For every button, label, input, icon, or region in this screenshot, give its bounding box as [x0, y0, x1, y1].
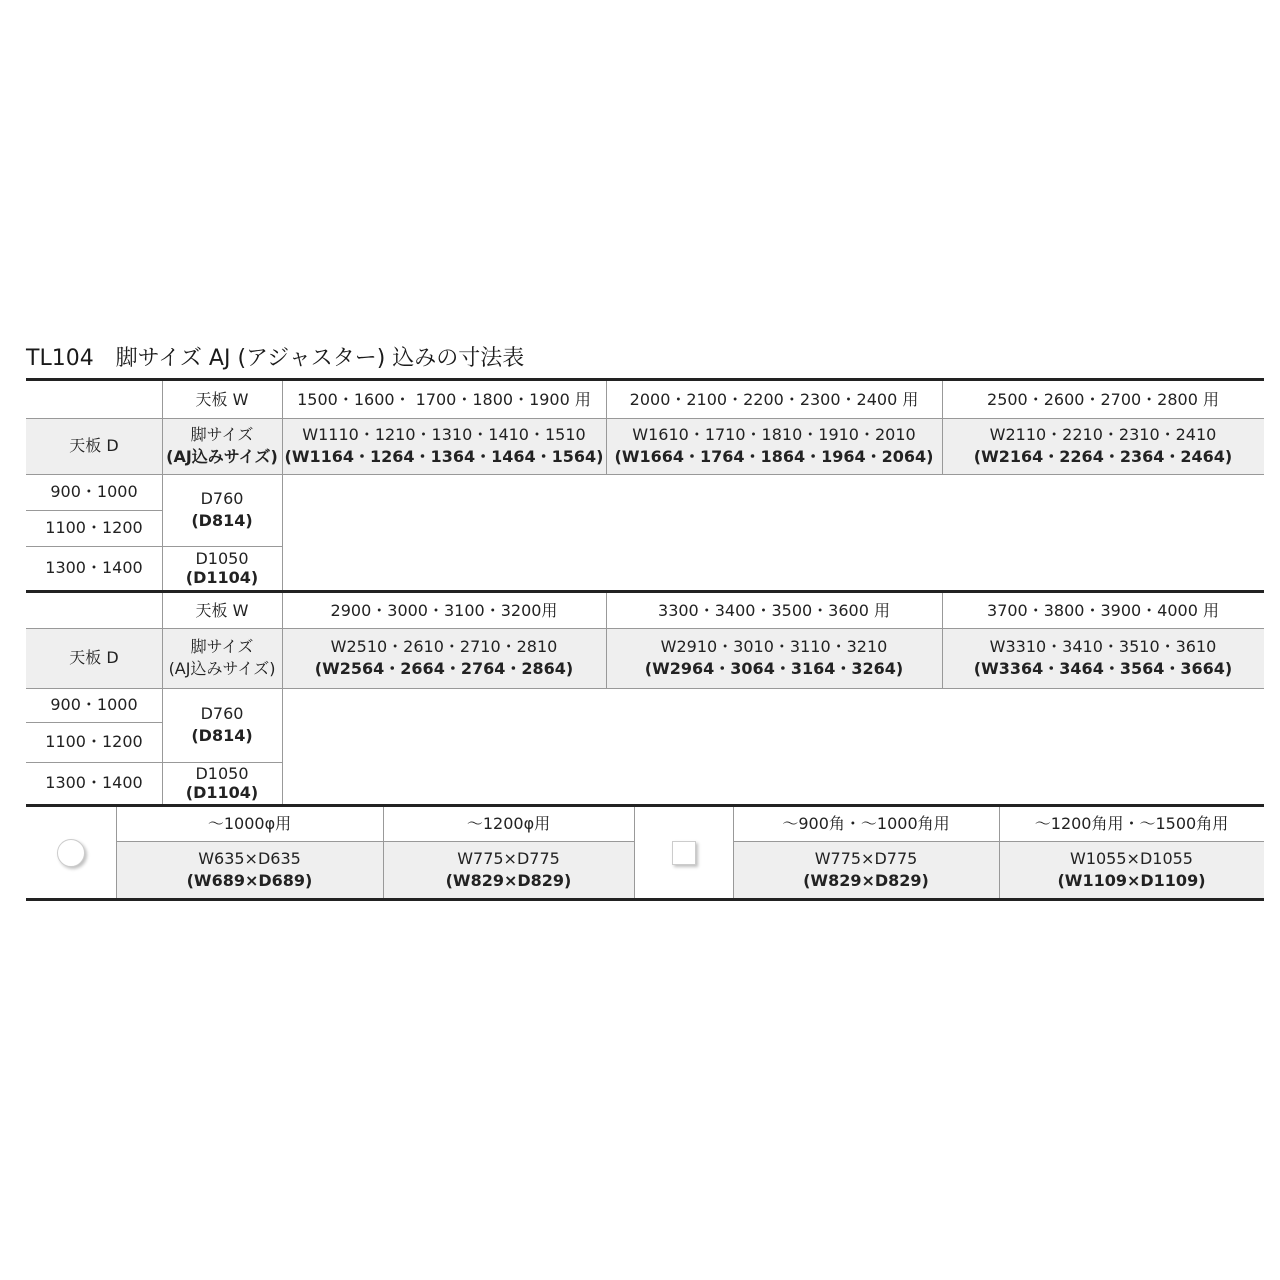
leg-size-header — [162, 628, 282, 688]
square-size-aj-value: (W829×D829) — [803, 870, 929, 890]
leg-width-value: W2110・2210・2310・2410 — [989, 425, 1217, 444]
depth-row-3: 1300・1400 — [45, 773, 143, 792]
round-size-aj-value: (W689×D689) — [186, 870, 313, 890]
leg-depth-aj-value: (D1104) — [185, 783, 259, 802]
square-size-2-label: ～1200角用・～1500角用 — [1034, 814, 1229, 833]
round-size-aj-value: (W829×D829) — [445, 870, 572, 890]
depth-row-2: 1100・1200 — [45, 518, 143, 537]
depth-row-3: 1300・1400 — [45, 558, 143, 577]
square-size-1 — [733, 841, 999, 898]
square-size-aj-value: (W1109×D1109) — [1057, 870, 1206, 890]
width-range-col2: 2000・2100・2200・2300・2400 用 — [629, 389, 919, 409]
width-range-col2: 3300・3400・3500・3600 用 — [658, 600, 890, 620]
leg-depth-2 — [162, 546, 282, 590]
header-depth-label: 天板 D — [69, 436, 119, 455]
dimension-table-round-square — [26, 804, 1264, 901]
round-size-1 — [116, 841, 383, 898]
leg-width-value: W2910・3010・3110・3210 — [660, 637, 888, 656]
square-size-value: W1055×D1055 — [1070, 848, 1193, 868]
leg-width-col3 — [942, 628, 1264, 688]
header-width-label: 天板 W — [195, 600, 249, 620]
page-title: TL104 脚サイズ AJ (アジャスター) 込みの寸法表 — [26, 346, 525, 371]
leg-width-aj-value: (W2164・2264・2364・2464) — [973, 447, 1233, 466]
header-depth-label: 天板 D — [69, 648, 119, 667]
leg-width-value: W1110・1210・1310・1410・1510 — [302, 425, 586, 444]
leg-depth-value: D1050 — [195, 549, 249, 568]
dimension-table-1 — [26, 378, 1264, 590]
dimension-table-2 — [26, 590, 1264, 804]
leg-width-col1 — [282, 418, 606, 474]
leg-width-col2 — [606, 628, 942, 688]
width-range-col1: 1500・1600・ 1700・1800・1900 用 — [297, 389, 591, 409]
leg-depth-1 — [162, 688, 282, 762]
round-size-value: W635×D635 — [198, 848, 301, 868]
leg-size-aj-label: (AJ込みサイズ) — [166, 447, 278, 466]
leg-width-col1 — [282, 628, 606, 688]
square-table-icon — [672, 841, 696, 865]
leg-depth-aj-value: (D1104) — [185, 568, 259, 587]
leg-width-col3 — [942, 418, 1264, 474]
leg-width-aj-value: (W1164・1264・1364・1464・1564) — [284, 447, 604, 466]
leg-depth-aj-value: (D814) — [191, 511, 253, 530]
round-size-1-label: ～1000φ用 — [207, 814, 292, 833]
leg-width-aj-value: (W2964・3064・3164・3264) — [644, 659, 904, 678]
round-table-icon — [57, 839, 85, 867]
leg-depth-value: D1050 — [195, 764, 249, 783]
square-size-1-label: ～900角・～1000角用 — [782, 814, 950, 833]
width-range-col3: 2500・2600・2700・2800 用 — [987, 389, 1219, 409]
depth-row-1: 900・1000 — [50, 695, 138, 714]
round-size-2 — [383, 841, 634, 898]
round-size-2-label: ～1200φ用 — [466, 814, 551, 833]
round-size-value: W775×D775 — [457, 848, 560, 868]
leg-size-header — [162, 418, 282, 474]
leg-size-label: 脚サイズ — [190, 637, 254, 656]
round-table-icon-cell — [26, 807, 116, 898]
square-size-2 — [999, 841, 1264, 898]
leg-depth-1 — [162, 474, 282, 546]
leg-width-value: W2510・2610・2710・2810 — [330, 637, 558, 656]
leg-depth-2 — [162, 762, 282, 804]
leg-depth-aj-value: (D814) — [191, 726, 253, 745]
depth-row-2: 1100・1200 — [45, 732, 143, 751]
leg-width-col2 — [606, 418, 942, 474]
leg-width-aj-value: (W1664・1764・1864・1964・2064) — [614, 447, 934, 466]
leg-depth-value: D760 — [200, 704, 244, 723]
leg-width-value: W1610・1710・1810・1910・2010 — [632, 425, 916, 444]
header-width-label: 天板 W — [195, 389, 249, 409]
width-range-col1: 2900・3000・3100・3200用 — [330, 600, 558, 620]
square-size-value: W775×D775 — [814, 848, 918, 868]
width-range-col3: 3700・3800・3900・4000 用 — [987, 600, 1219, 620]
leg-width-value: W3310・3410・3510・3610 — [989, 637, 1217, 656]
square-table-icon-cell — [634, 807, 733, 898]
leg-width-aj-value: (W3364・3464・3564・3664) — [973, 659, 1233, 678]
leg-width-aj-value: (W2564・2664・2764・2864) — [314, 659, 574, 678]
depth-row-1: 900・1000 — [50, 482, 138, 501]
leg-depth-value: D760 — [200, 489, 244, 508]
leg-size-aj-label: (AJ込みサイズ) — [168, 659, 276, 678]
leg-size-label: 脚サイズ — [190, 425, 254, 444]
